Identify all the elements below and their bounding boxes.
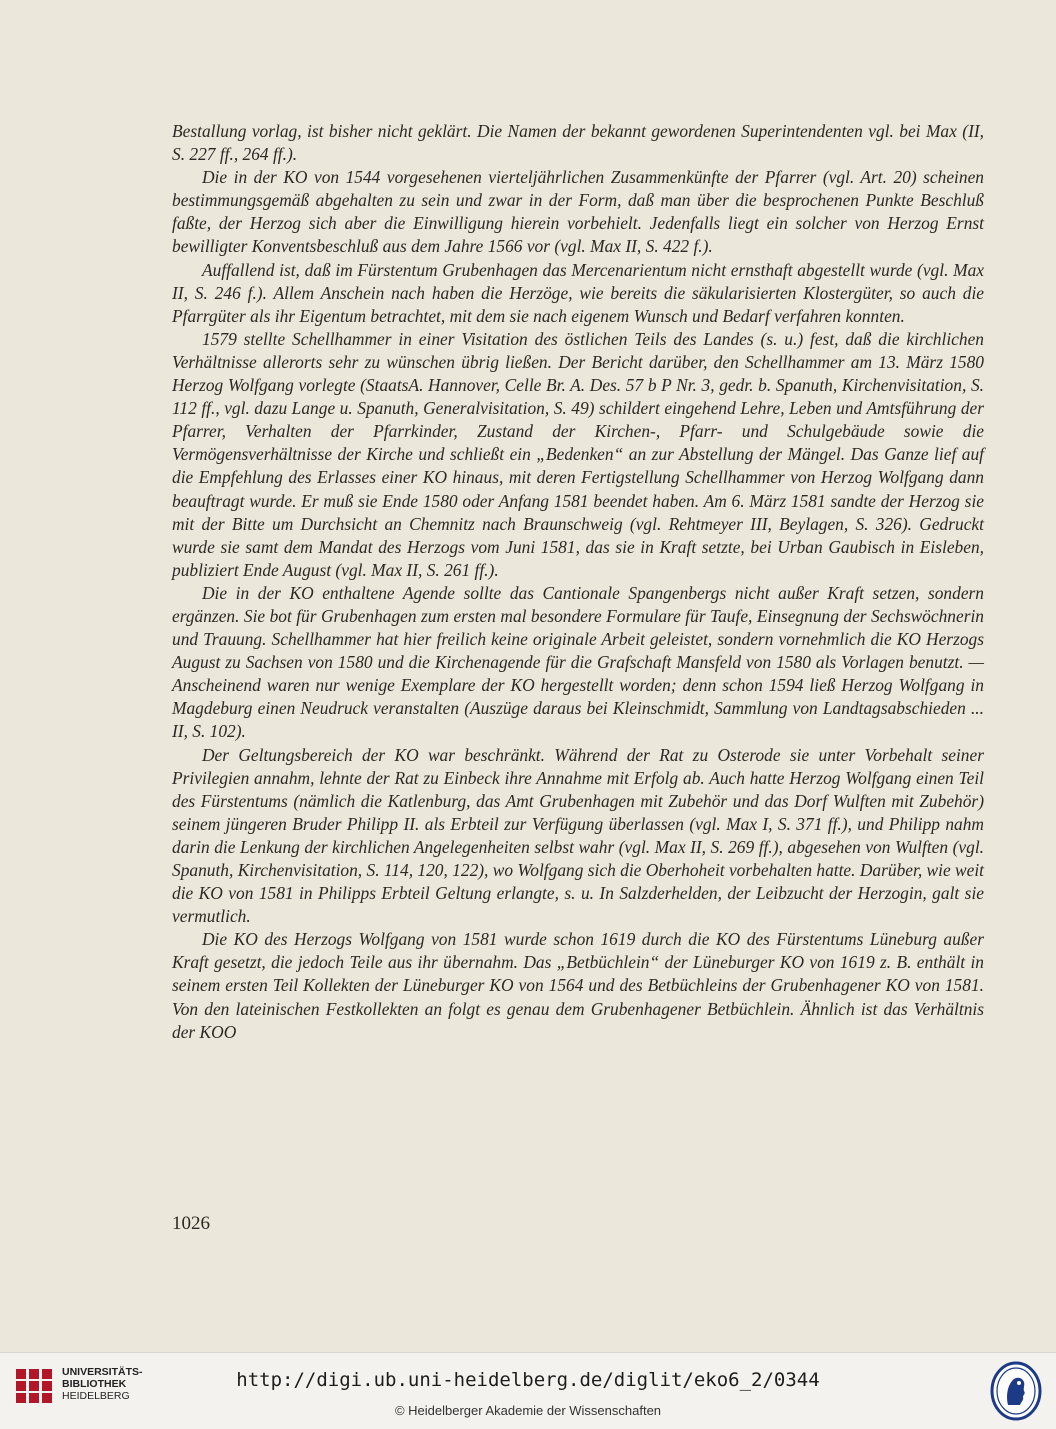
page-url-link[interactable]: http://digi.ub.uni-heidelberg.de/diglit/eko6_2/0344 — [236, 1369, 820, 1391]
page-number: 1026 — [172, 1213, 210, 1234]
paragraph: Auffallend ist, daß im Fürstentum Grubenhagen das Mercenarientum nicht ernsthaft abgestellt wurde (vgl. Max II, S. 246 f.). Allem Anschein nach haben die Herzöge, wie bereits die säkularisierten Klostergüter, so auch die Pfarrgüter als ihr Eigentum betrachtet, mit dem sie nach eigenem Wunsch und Bedarf verfahren konnten. — [172, 259, 984, 326]
paragraph: Die in der KO von 1544 vorgesehenen vierteljährlichen Zusammenkünfte der Pfarrer (vgl. Art. 20) scheinen bestimmungsgemäß abgehalten zu sein und zwar in der Form, daß man über die besprochenen Punkte Beschluß faßte, der Herzog sich aber die Einwilligung hierein vorbehielt. Jedenfalls liegt ein solcher von Herzog Ernst bewilligter Konventsbeschluß aus dem Jahre 1566 vor (vgl. Max II, S. 422 f.). — [172, 167, 984, 257]
copyright-notice: © Heidelberger Akademie der Wissenschaften — [394, 1403, 662, 1418]
footer-bar — [0, 1352, 1056, 1429]
paragraph: 1579 stellte Schellhammer in einer Visitation des östlichen Teils des Landes (s. u.) fest, daß die kirchlichen Verhältnisse allerorts sehr zu wünschen übrig ließen. Der Bericht darüber, den Schellhammer am 13. März 1580 Herzog Wolfgang vorlegte (StaatsA. Hannover, Celle Br. A. Des. 57 b P Nr. 3, gedr. b. Spanuth, Kirchenvisitation, S. 112 ff., vgl. dazu Lange u. Spanuth, Generalvisitation, S. 49) schildert eingehend Lehre, Leben und Amtsführung der Pfarrer, Verhalten der Pfarrkinder, Zustand der Kirchen-, Pfarr- und Schulgebäude sowie die Vermögensverhältnisse der Kirche und schließt ein „Bedenken“ an zur Abstellung der Mängel. Das Ganze lief auf die Empfehlung des Erlasses einer KO hinaus, mit deren Fertigstellung Schellhammer von Herzog Wolfgang dann beauftragt wurde. Er muß sie Ende 1580 oder Anfang 1581 beendet haben. Am 6. März 1581 sandte der Herzog sie mit der Bitte um Durchsicht an Chemnitz nach Braunschweig (vgl. Rehtmeyer III, Beylagen, S. 326). Gedruckt wurde sie samt dem Mandat des Herzogs vom Juni 1581, das sie in Kraft setzte, bei Urban Gaubisch in Eisleben, publiziert Ende August (vgl. Max II, S. 261 ff.). — [172, 328, 984, 580]
library-name-line: UNIVERSITÄTS- — [62, 1366, 143, 1378]
academy-seal-icon — [990, 1361, 1042, 1421]
paragraph: Der Geltungsbereich der KO war beschränkt. Während der Rat zu Osterode sie unter Vorbehalt seiner Privilegien annahm, lehnte der Rat zu Einbeck ihre Annahme mit Erfolg ab. Auch hatte Herzog Wolfgang einen Teil des Fürstentums (nämlich die Katlenburg, das Amt Grubenhagen mit Zubehör und das Dorf Wulften mit Zubehör) seinem jüngeren Bruder Philipp II. als Erbteil zur Verfügung überlassen (vgl. Max I, S. 371 ff.), und Philipp nahm darin die Lenkung der kirchlichen Angelegenheiten selbst wahr (vgl. Max II, S. 269 ff.), abgesehen von Wulften (vgl. Spanuth, Kirchenvisitation, S. 114, 120, 122), wo Wolfgang sich die Oberhoheit vorbehalten hatte. Darüber, wie weit die KO von 1581 in Philipps Erbteil Geltung erlangte, s. u. In Salzderhelden, der Leibzucht der Herzogin, galt sie vermutlich. — [172, 744, 984, 927]
library-name-line: HEIDELBERG — [62, 1390, 130, 1402]
paragraph: Die KO des Herzogs Wolfgang von 1581 wurde schon 1619 durch die KO des Fürstentums Lüneburg außer Kraft gesetzt, die jedoch Teile aus ihr übernahm. Das „Betbüchlein“ der Lüneburger KO von 1619 z. B. enthält in seinem ersten Teil Kollekten der Lüneburger KO von 1564 und des Betbüchleins der Grubenhagener KO von 1581. Von den lateinischen Festkollekten an folgt es genau dem Grubenhagener Betbüchlein. Ähnlich ist das Verhältnis der KOO — [172, 929, 984, 1042]
body-text — [172, 120, 984, 1044]
library-name-line: BIBLIOTHEK — [62, 1378, 127, 1390]
paragraph: Bestallung vorlag, ist bisher nicht geklärt. Die Namen der bekannt gewordenen Superintendenten vgl. bei Max (II, S. 227 ff., 264 ff.). — [172, 121, 984, 165]
paragraph: Die in der KO enthaltene Agende sollte das Cantionale Spangenbergs nicht außer Kraft setzen, sondern ergänzen. Sie bot für Grubenhagen zum ersten mal besondere Formulare für Taufe, Einsegnung der Sechswöchnerin und Trauung. Schellhammer hat hier freilich keine originale Arbeit geleistet, sondern vornehmlich die KO Herzogs August zu Sachsen von 1580 und die Kirchenagende für die Grafschaft Mansfeld von 1580 als Vorlagen benutzt. — Anscheinend waren nur wenige Exemplare der KO hergestellt worden; denn schon 1594 ließ Herzog Wolfgang in Magdeburg einen Neudruck veranstalten (Auszüge daraus bei Kleinschmidt, Sammlung von Landtagsabschieden ... II, S. 102). — [172, 582, 984, 742]
